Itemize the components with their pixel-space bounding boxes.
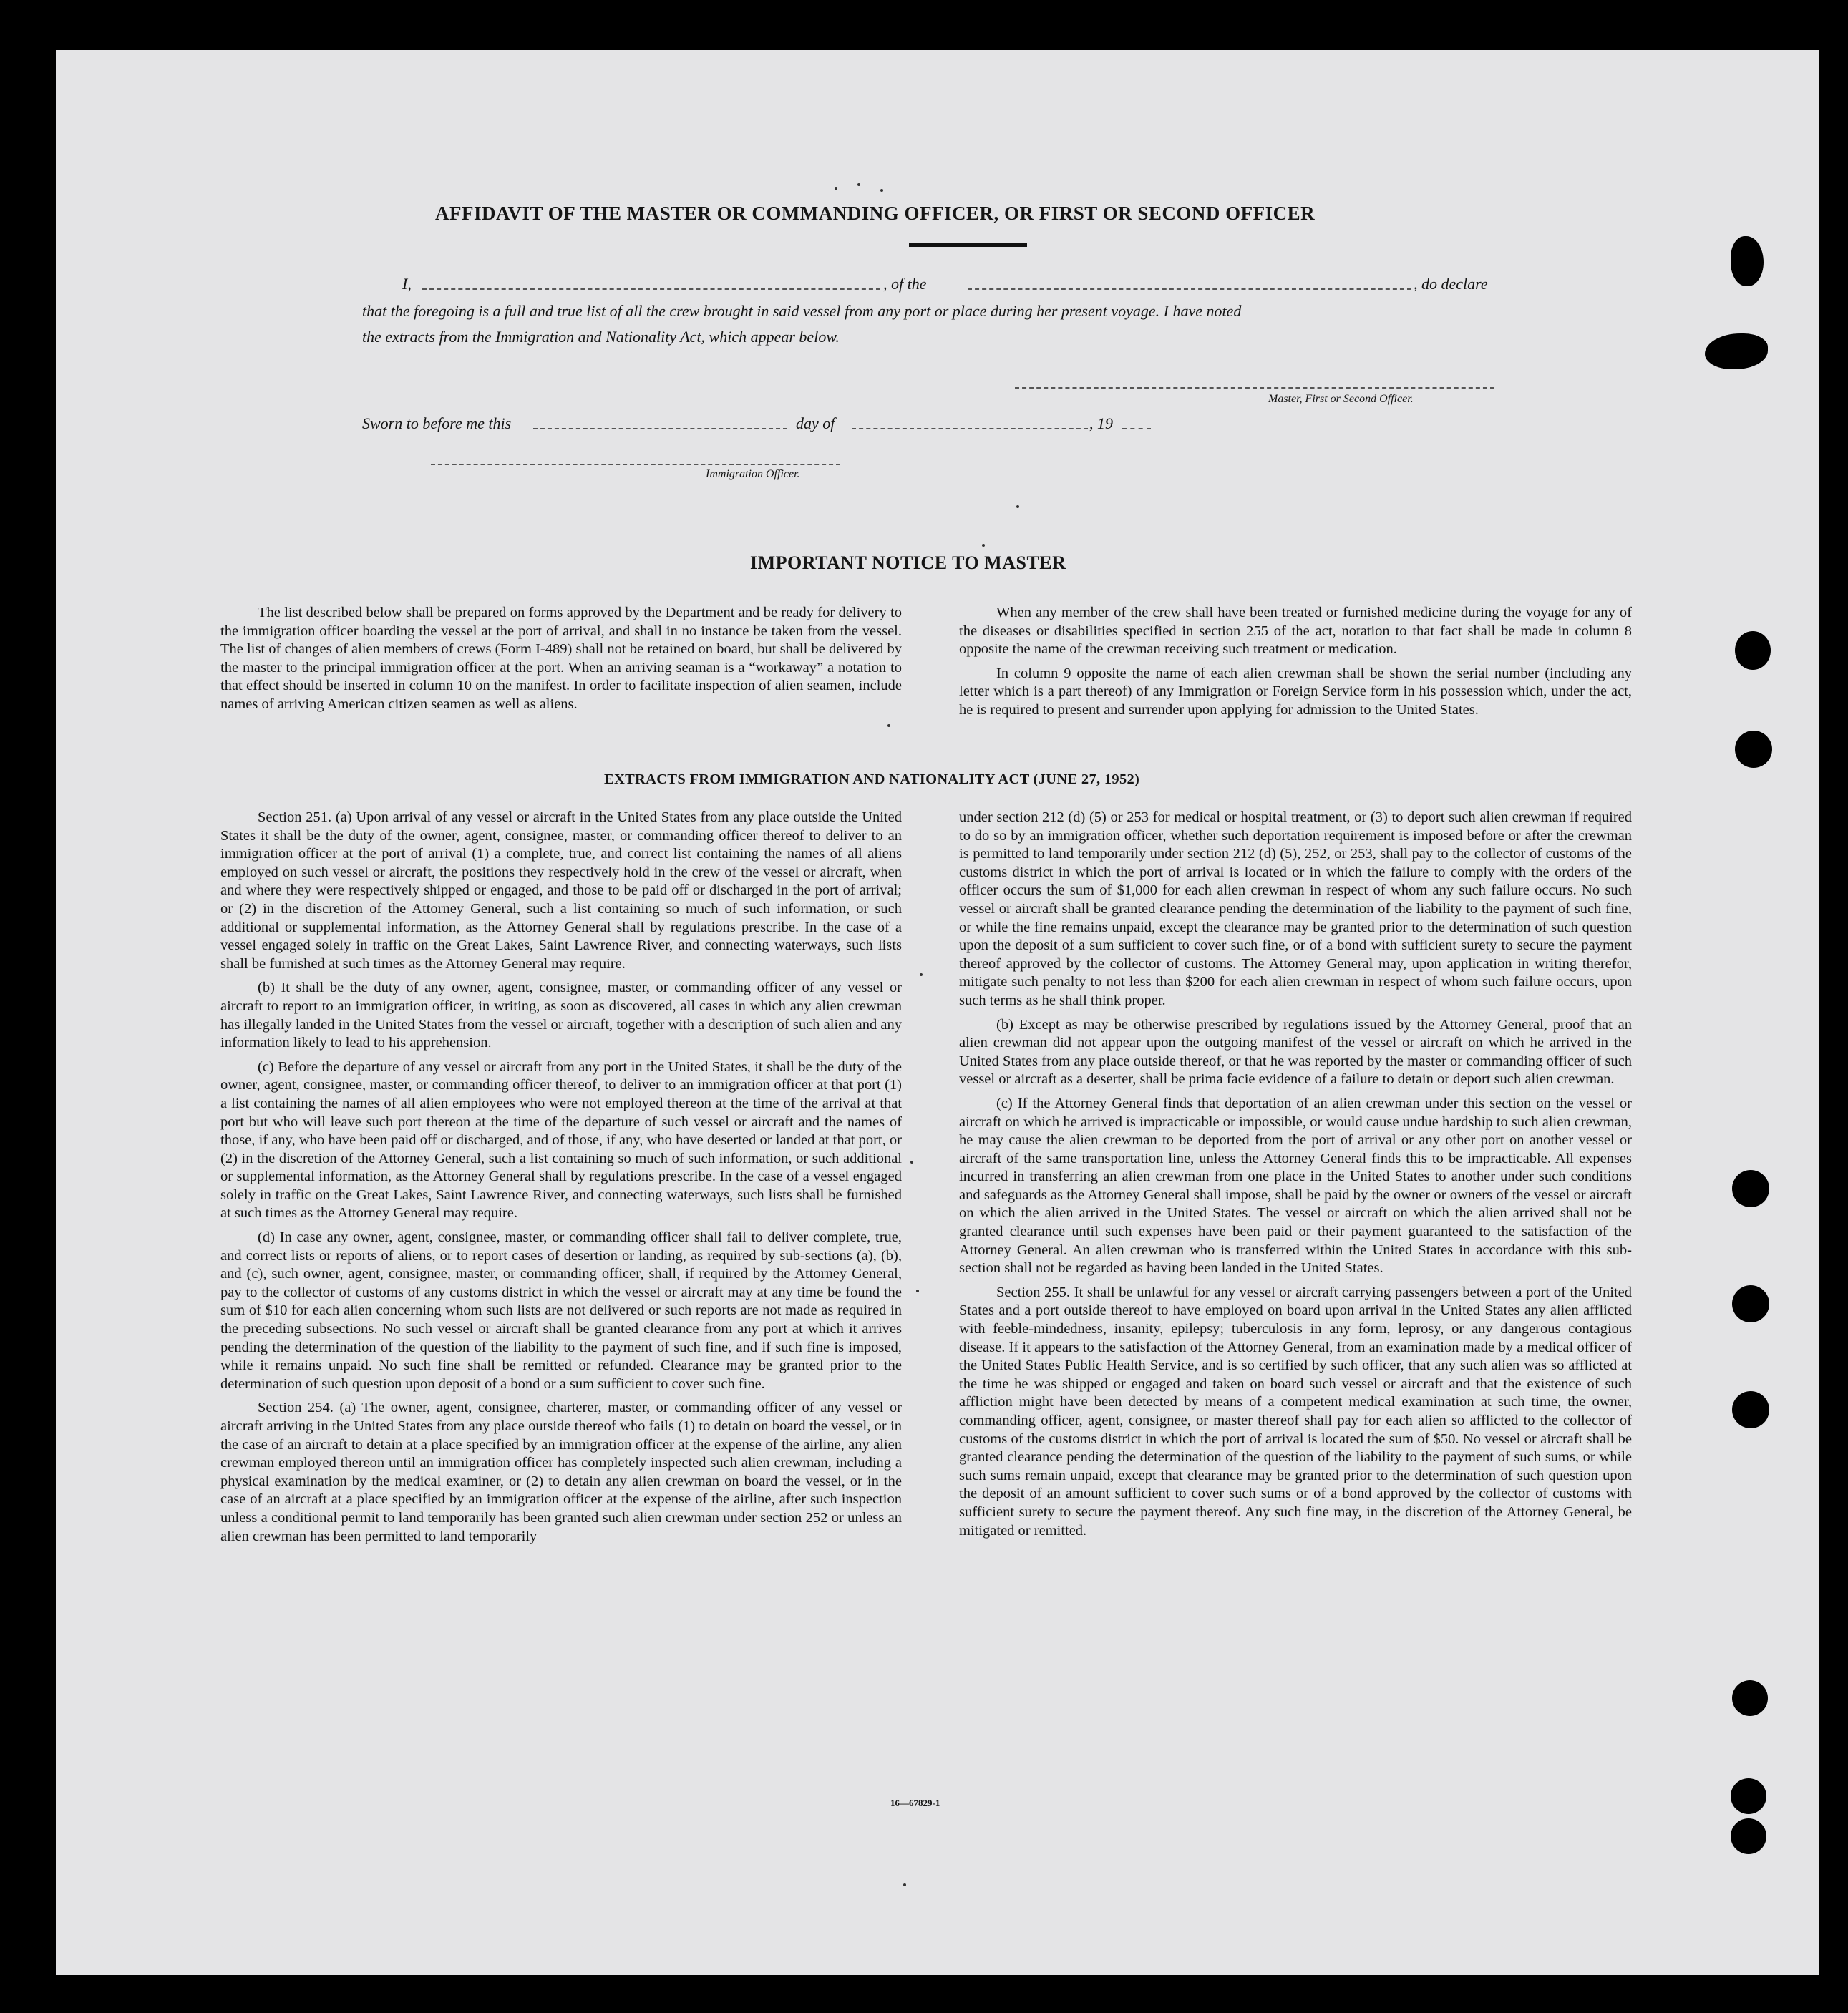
binder-hole [1732,1391,1769,1428]
section-251a-paragraph: Section 251. (a) Upon arrival of any vessel or aircraft in the United States from any place outside the United States it shall be the duty of the owner, agent, consignee, master, or commanding officer thereof to deliver to an immigration officer at the port of arrival (1) a complete, true, and correct list containing the names of all aliens employed on such vessel or aircraft, the positions they respectively hold in the crew of the vessel or aircraft, when and where they were respectively shipped or engaged, and those to be paid off or discharged in the port of arrival; or (2) in the discretion of the Attorney General, such a list containing so much of such information, or such additional or supplemental information, as the Attorney General shall by regulations prescribe. In the case of a vessel engaged solely in traffic on the Great Lakes, Saint Lawrence River, and connecting waterways, such lists shall be furnished at such times as the Attorney General may require. [220,809,902,972]
notice-left-column [220,604,902,720]
extracts-left-column [220,809,902,1551]
scan-speck [857,183,860,186]
decl-line-3: the extracts from the Immigration and Nationality Act, which appear below. [362,328,840,346]
section-254c-paragraph: (c) If the Attorney General finds that deportation of an alien crewman under this section on the vessel or aircraft on which he arrived is impracticable or impossible, or would cause undue hardship to such alien crewman, he may cause the alien crewman to be deported from the port of arrival or any other port on another vessel or aircraft of the same transportation line, unless the Attorney General finds this to be impracticable. All expenses incurred in transferring an alien crewman from one place in the United States to another under such conditions and safeguards as the Attorney General shall impose, shall be paid by the owner or owners of the vessel or aircraft on which the alien arrived in the United States. The vessel or aircraft on which the alien arrived shall not be granted clearance until such expenses have been paid or their payment guaranteed to the satisfaction of the Attorney General. An alien crewman who is transferred within the United States in accordance with this sub-section shall not be regarded as having been landed in the United States. [959,1095,1632,1277]
section-251d-paragraph: (d) In case any owner, agent, consignee, master, or commanding officer shall fail to deliver complete, true, and correct lists or reports of aliens, or to report cases of desertion or landing, as required by sub-sections (a), (b), and (c), such owner, agent, consignee, master, or commanding officer, shall, if required by the Attorney General, pay to the collector of customs of any customs district in which the vessel or aircraft may at any time be found the sum of $10 for each alien concerning whom such lists are not delivered or such reports are not made as required in the preceding subsections. No such vessel or aircraft shall be granted clearance from any port at which it arrives pending the determination of the question of the liability to the payment of such fine, and if such fine is imposed, while it remains unpaid. No such fine shall be remitted or refunded. Clearance may be granted prior to the determination of such question upon deposit of a bond or a sum sufficient to cover such fine. [220,1229,902,1392]
year-label: , 19 [1089,414,1113,432]
sworn-month-blank[interactable] [852,428,1088,429]
vessel-blank[interactable] [968,288,1411,290]
title-underline [909,243,1027,247]
binder-hole [1732,1285,1769,1322]
sworn-day-blank[interactable] [533,428,787,429]
binder-hole [1735,631,1771,670]
decl-i-label: I, [402,275,412,293]
decl-of-the-label: , of the [883,275,927,293]
binder-hole [1732,1170,1769,1207]
name-blank[interactable] [422,288,880,290]
decl-line-2: that the foregoing is a full and true list of all the crew brought in said vessel from any port or place during her present voyage. I have noted [362,302,1242,320]
affidavit-title: AFFIDAVIT OF THE MASTER OR COMMANDING OFFICER, OR FIRST OR SECOND OFFICER [435,203,1316,224]
scan-speck [910,1161,913,1164]
officer-caption: Immigration Officer. [706,468,800,480]
section-251c-paragraph: (c) Before the departure of any vessel or aircraft from any port in the United States, it shall be the duty of the owner, agent, consignee, master, or commanding officer thereof, to deliver to an immigration officer at that port (1) a list containing the names of all alien employees who were not employed thereon at the time of the arrival at that port but who will leave such port thereon at the time of the departure of such vessel or aircraft and the names of those, if any, who have been paid off or discharged, and of those, if any, who have deserted or landed at that port, or (2) in the discretion of the Attorney General, such a list containing so much of such information, or such additional or supplemental information, as the Attorney General shall by regulations prescribe. In the case of a vessel engaged solely in traffic on the Great Lakes, Saint Lawrence River, and connecting waterways, such lists shall be furnished at such times as the Attorney General may require. [220,1058,902,1222]
master-signature-line[interactable] [1015,387,1494,389]
scan-speck [835,187,837,190]
scan-speck [916,1290,919,1292]
scan-speck [903,1883,906,1886]
scan-speck [887,724,890,727]
notice-right-paragraph-2: In column 9 opposite the name of each alien crewman shall be shown the serial number (including any letter which is a part thereof) of any Immigration or Foreign Service form in his possession which, under the act, he is required to present and surrender upon applying for admission to the United States. [959,665,1632,718]
notice-right-column [959,604,1632,726]
extracts-right-column [959,809,1632,1546]
binder-hole [1731,1778,1766,1814]
notice-left-paragraph: The list described below shall be prepared on forms approved by the Department and be ready for delivery to the immigration officer boarding the vessel at the port of arrival, and shall in no instance be taken from the vessel. The list of changes of alien members of crews (Form I-489) shall not be retained on board, but shall be delivered by the master to the principal immigration officer at the port. When an arriving seaman is a “workaway” a notation to that effect should be inserted in column 10 on the manifest. In order to facilitate inspection of alien seamen, include names of arriving American citizen seamen as well as aliens. [220,605,902,712]
scan-speck [982,544,985,547]
form-number: 16—67829-1 [890,1798,940,1808]
scan-speck [920,973,923,976]
binder-hole [1732,1680,1768,1716]
section-251b-paragraph: (b) It shall be the duty of any owner, agent, consignee, master, or commanding officer of any vessel or aircraft to report to an immigration officer, in writing, as soon as discovered, all cases in which any alien crewman has illegally landed in the United States from the vessel or aircraft, together with a description of such alien and any information likely to lead to his apprehension. [220,980,902,1051]
section-254b-paragraph: (b) Except as may be otherwise prescribed by regulations issued by the Attorney General, proof that an alien crewman did not appear upon the outgoing manifest of the vessel or aircraft on which he arrived in the United States from any place outside thereof, or that he was reported by the master or commanding officer of such vessel or aircraft as a deserter, shall be prima facie evidence of a failure to detain or deport such alien crewman. [959,1016,1632,1088]
master-caption: Master, First or Second Officer. [1268,393,1414,405]
binder-hole [1731,1818,1766,1854]
sworn-label: Sworn to before me this [362,414,512,432]
notice-right-paragraph-1: When any member of the crew shall have been treated or furnished medicine during the voyage for any of the diseases or disabilities specified in section 255 of the act, notation to that fact shall be made in column 8 opposite the name of the crewman receiving such treatment or medication. [959,605,1632,658]
notice-heading: IMPORTANT NOTICE TO MASTER [750,552,1066,573]
extracts-heading: EXTRACTS FROM IMMIGRATION AND NATIONALITY ACT (JUNE 27, 1952) [604,771,1140,787]
section-254a-continued: under section 212 (d) (5) or 253 for medical or hospital treatment, or (3) to deport such alien crewman if required to do so by an immigration officer, whether such deportation requirement is imposed before or after the crewman is permitted to land temporarily under section 212 (d) (5), 252, or 253, shall pay to the collector of customs of the customs district in which the port of arrival is located or in which the failure to comply with the orders of the officer occurs the sum of $1,000 for each alien crewman in respect of whom any such failure occurs. No such vessel or aircraft shall be granted clearance pending the determination of the liability to the payment of such fine, or while the fine remains unpaid, except the clearance may be granted prior to the determination of such question upon the deposit of a sum sufficient to cover such fine, or of a bond with sufficient surety to secure the payment thereof approved by the collector of customs. The Attorney General may, upon application in writing therefor, mitigate such penalty to not less than $200 for each alien crewman in respect of whom such failure occurs, upon such terms as he shall think proper. [959,809,1632,1008]
year-blank[interactable] [1122,428,1151,429]
scan-speck [880,189,883,192]
section-255-paragraph: Section 255. It shall be unlawful for any vessel or aircraft carrying passengers between a port of the United States and a port outside thereof to have employed on board upon arrival in the United States any alien afflicted with feeble-mindedness, insanity, epilepsy; tuberculosis in any form, leprosy, or any dangerous contagious disease. If it appears to the satisfaction of the Attorney General, from an examination made by a medical officer of the United States Public Health Service, and is so certified by such officer, that any such alien was so afflicted at the time he was shipped or engaged and taken on board such vessel or aircraft and that the existence of such affliction might have been detected by means of a competent medical examination at such time, the owner, commanding officer, agent, consignee, or master thereof shall pay for each alien so afflicted to the collector of customs of the customs district in which the port of arrival is located the sum of $50. No vessel or aircraft shall be granted clearance pending the determination of the question of the liability to the payment of such sums, or while such sums remain unpaid, except that clearance may be granted prior to the determination of such question upon the deposit of an amount sufficient to cover such sums or of a bond approved by the collector of customs with sufficient surety to secure the payment thereof. Any such fine may, in the discretion of the Attorney General, be mitigated or remitted. [959,1284,1632,1539]
officer-signature-line[interactable] [431,464,840,465]
section-254a-paragraph: Section 254. (a) The owner, agent, consignee, charterer, master, or commanding officer of any vessel or aircraft arriving in the United States from any place outside thereof who fails (1) to detain on board the vessel, or in the case of an aircraft to detain at a place specified by an immigration officer at the expense of the airline, any alien crewman employed thereon until an immigration officer has completely inspected such alien crewman, including a physical examination by the medical examiner, or (2) to detain any alien crewman on board the vessel, or in the case of an aircraft at a place specified by an immigration officer at the expense of the airline, after such inspection unless a conditional permit to land temporarily has been granted such alien crewman under section 252 or unless an alien crewman has been permitted to land temporarily [220,1400,902,1544]
day-of-label: day of [796,414,835,432]
scan-speck [1016,505,1019,508]
decl-do-declare-label: , do declare [1414,275,1488,293]
binder-hole [1735,731,1772,768]
binder-hole-mark [1731,236,1764,286]
